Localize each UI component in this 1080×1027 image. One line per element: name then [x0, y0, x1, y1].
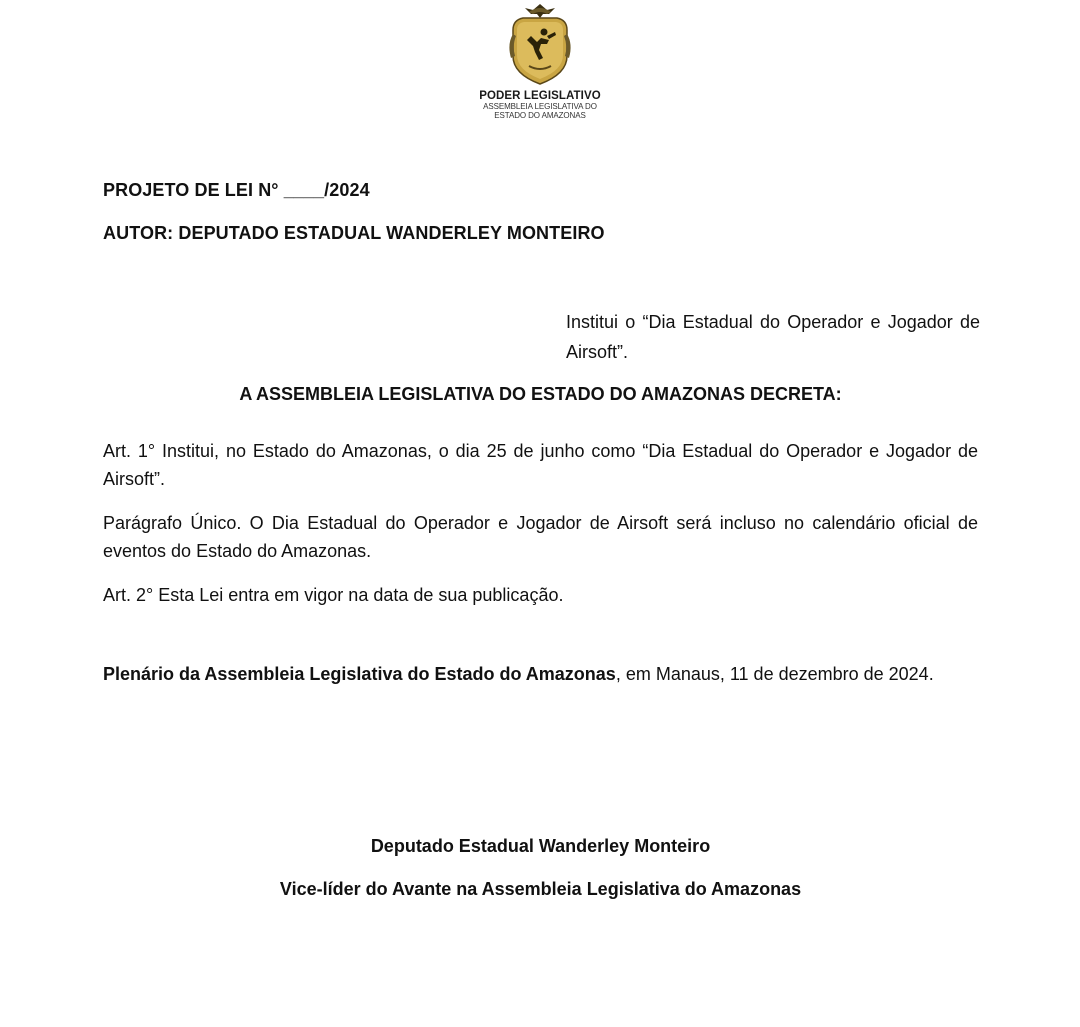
plenario-date: , em Manaus, 11 de dezembro de 2024. [615, 664, 934, 684]
article-1: Art. 1° Institui, no Estado do Amazonas, o dia 25 de junho como “Dia Estadual do Operador e Jogador de Airsoft”. [103, 441, 978, 489]
header-subtitle-line1: ASSEMBLEIA LEGISLATIVA DO [483, 102, 597, 111]
signature-role: Vice-líder do Avante na Assembleia Legislativa do Amazonas [279, 879, 802, 899]
paragrafo-unico: Parágrafo Único. O Dia Estadual do Operador e Jogador de Airsoft será incluso no calendário oficial de eventos do Estado do Amazonas. [103, 513, 978, 561]
plenario-line [103, 660, 978, 688]
decree-heading: A ASSEMBLEIA LEGISLATIVA DO ESTADO DO AMAZONAS DECRETA: [239, 384, 842, 404]
header-subtitle-line2: ESTADO DO AMAZONAS [494, 111, 586, 120]
project-title: PROJETO DE LEI N° ____/2024 [103, 180, 370, 200]
ementa: Institui o “Dia Estadual do Operador e Jogador de Airsoft”. [566, 312, 980, 362]
document-header [440, 0, 640, 120]
author-line: AUTOR: DEPUTADO ESTADUAL WANDERLEY MONTEIRO [103, 223, 605, 243]
amazonas-state-seal-icon [503, 0, 577, 88]
header-title: PODER LEGISLATIVO [479, 90, 601, 102]
plenario-location: Plenário da Assembleia Legislativa do Estado do Amazonas [103, 664, 616, 684]
article-2: Art. 2° Esta Lei entra em vigor na data de sua publicação. [103, 585, 564, 605]
signature-name: Deputado Estadual Wanderley Monteiro [370, 836, 711, 856]
